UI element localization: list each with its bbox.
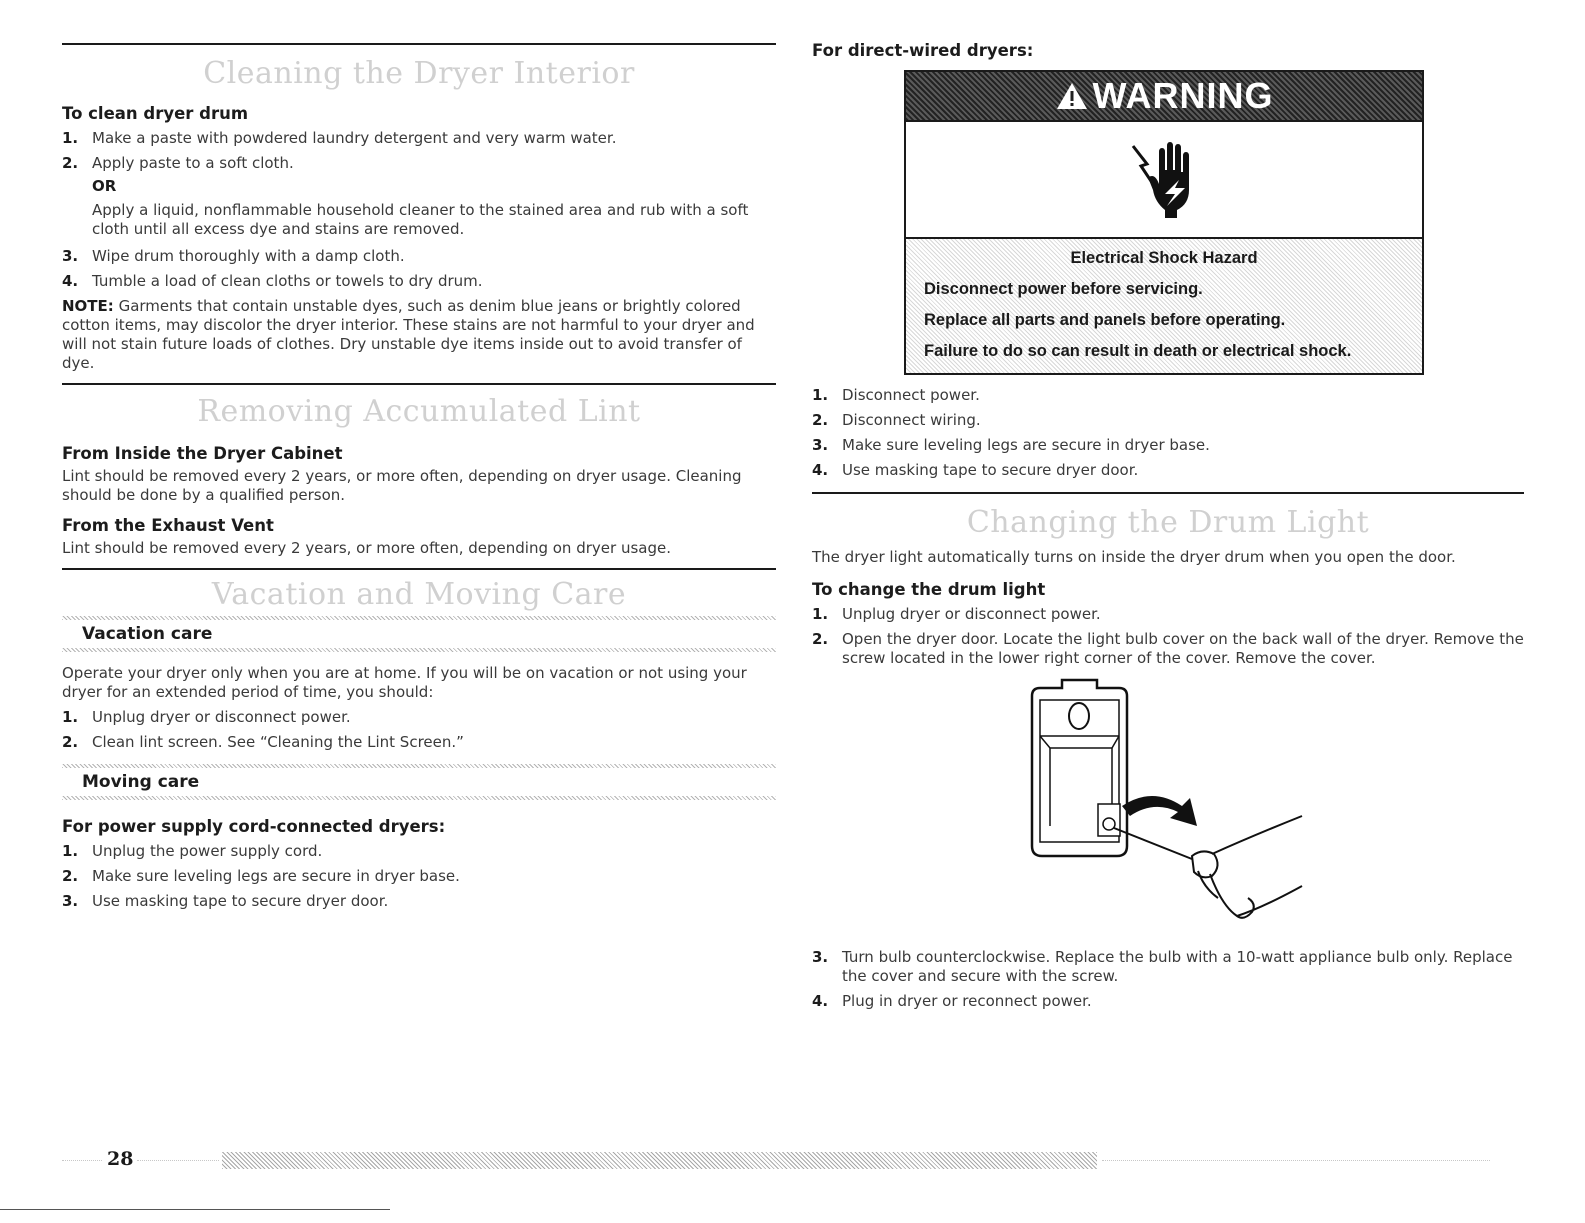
list-item: 1. Unplug dryer or disconnect power. — [62, 708, 351, 726]
section-rule — [62, 383, 776, 385]
warning-label: WARNING — [1092, 75, 1274, 116]
vacation-steps — [62, 708, 776, 752]
subhead-change-light: To change the drum light — [812, 580, 1046, 599]
list-item: 4. Tumble a load of clean cloths or towels to dry drum. — [62, 272, 483, 290]
section-rule — [62, 568, 776, 570]
section-title-drum-light: Changing the Drum Light — [966, 505, 1370, 540]
band-rule — [62, 648, 776, 652]
list-item: 3. Wipe drum thoroughly with a damp cloth. — [62, 247, 405, 265]
footer-dots — [62, 1160, 102, 1162]
page-number: 28 — [107, 1148, 134, 1170]
or-label: OR — [92, 177, 117, 195]
drum-light-intro: The dryer light automatically turns on inside the dryer drum when you open the door. — [812, 548, 1456, 566]
warning-line: Disconnect power before servicing. — [924, 280, 1203, 298]
direct-wired-steps — [812, 386, 1524, 486]
list-item: 2. Clean lint screen. See “Cleaning the Lint Screen.” — [62, 733, 464, 751]
drum-light-section — [812, 492, 1524, 674]
subhead-inside-cabinet: From Inside the Dryer Cabinet — [62, 444, 343, 463]
footer-dots — [137, 1160, 219, 1162]
section-title-cleaning: Cleaning the Dryer Interior — [203, 56, 635, 91]
warning-triangle-icon — [1055, 81, 1089, 111]
list-item: 1. Unplug dryer or disconnect power. — [812, 605, 1101, 623]
bottom-rule — [0, 1209, 390, 1210]
light-steps-2 — [812, 948, 1524, 1017]
right-column — [812, 0, 1524, 1130]
cord-steps — [62, 842, 776, 911]
lint-text-1: Lint should be removed every 2 years, or more often, depending on dryer usage. Cleaning should be done by a qualified person. — [62, 467, 742, 504]
subhead-cord-connected: For power supply cord-connected dryers: — [62, 817, 446, 836]
shock-icon-area — [904, 122, 1424, 239]
section-rule — [812, 492, 1524, 494]
bulb-cover-illustration — [1022, 676, 1322, 931]
list-item: 2. Make sure leveling legs are secure in dryer base. — [62, 867, 460, 885]
section-title-vacation: Vacation and Moving Care — [211, 577, 627, 612]
warning-line: Failure to do so can result in death or electrical shock. — [924, 342, 1352, 360]
list-item: 1. Disconnect power. — [812, 386, 980, 404]
list-item: 1. Unplug the power supply cord. — [62, 842, 323, 860]
list-item: 2. Open the dryer door. Locate the light bulb cover on the back wall of the dryer. Remove the screw located in the lower right corner of the cover. Remove the cover. — [812, 630, 1524, 667]
section-rule — [62, 43, 776, 45]
section-title-lint: Removing Accumulated Lint — [197, 394, 641, 429]
vacation-text: Operate your dryer only when you are at home. If you will be on vacation or not using your dryer for an extended period of time, you should: — [62, 664, 747, 701]
alt-instruction: Apply a liquid, nonflammable household cleaner to the stained area and rub with a soft cloth until all excess dye and stains are removed. — [92, 201, 749, 238]
lint-text-2: Lint should be removed every 2 years, or more often, depending on dryer usage. — [62, 539, 671, 557]
footer-dots — [1102, 1160, 1490, 1162]
light-steps — [812, 605, 1524, 668]
list-item: 4. Plug in dryer or reconnect power. — [812, 992, 1092, 1010]
moving-care-heading: Moving care — [82, 772, 200, 792]
page-footer — [62, 1148, 1492, 1172]
note-paragraph: NOTE: Garments that contain unstable dyes, such as denim blue jeans or brightly colored cotton items, may discolor the dryer interior. These stains are not harmful to your dryer and will not stain future loads of clothes. Dry unstable dye items inside out to avoid transfer of dye. — [62, 297, 755, 372]
list-item: 3. Turn bulb counterclockwise. Replace the bulb with a 10-watt appliance bulb only. Replace the cover and secure with the screw. — [812, 948, 1513, 985]
warning-banner — [904, 70, 1424, 122]
footer-bar — [222, 1152, 1097, 1169]
warning-text-panel — [904, 239, 1424, 375]
left-column — [62, 0, 776, 917]
list-item: 1. Make a paste with powdered laundry detergent and very warm water. — [62, 129, 617, 147]
warning-line: Replace all parts and panels before operating. — [924, 311, 1286, 329]
band-rule — [62, 796, 776, 800]
subhead-exhaust-vent: From the Exhaust Vent — [62, 516, 274, 535]
list-item: 2. Apply paste to a soft cloth. — [62, 154, 294, 172]
subhead-clean-drum: To clean dryer drum — [62, 104, 249, 123]
hazard-title: Electrical Shock Hazard — [1070, 249, 1258, 267]
list-item: 3. Use masking tape to secure dryer door. — [62, 892, 389, 910]
list-item: 4. Use masking tape to secure dryer door. — [812, 461, 1139, 479]
warning-box — [904, 70, 1424, 375]
vacation-care-heading: Vacation care — [82, 624, 213, 644]
electrical-shock-icon — [1129, 140, 1199, 220]
clean-steps — [62, 129, 776, 173]
list-item: 3. Make sure leveling legs are secure in dryer base. — [812, 436, 1210, 454]
list-item: 2. Disconnect wiring. — [812, 411, 981, 429]
clean-steps-2 — [62, 247, 776, 291]
subhead-direct-wired: For direct-wired dryers: — [812, 41, 1034, 60]
